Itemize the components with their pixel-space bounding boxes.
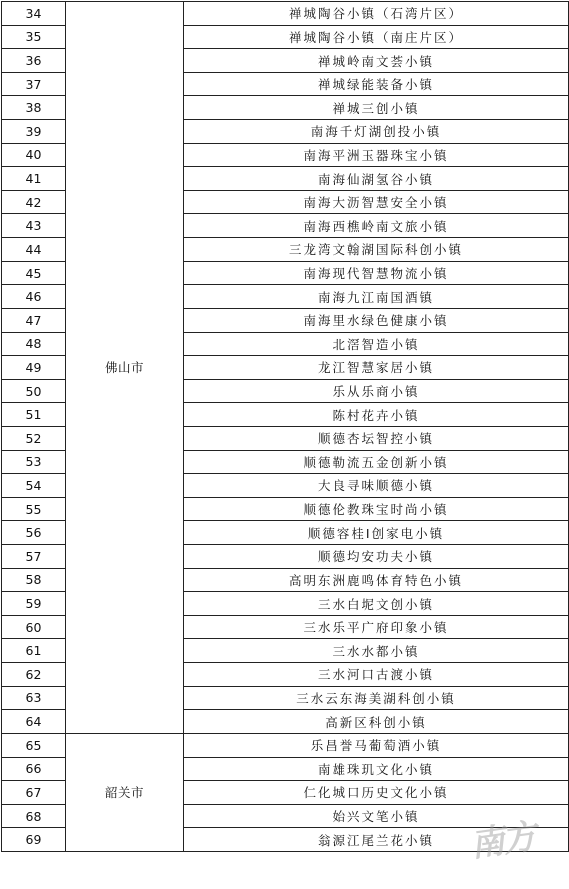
row-number: 58 bbox=[2, 568, 66, 592]
nanfang-watermark-logo: 南方 bbox=[468, 816, 537, 866]
row-number: 52 bbox=[2, 426, 66, 450]
row-number: 69 bbox=[2, 828, 66, 852]
town-name: 乐从乐商小镇 bbox=[184, 379, 569, 403]
town-name: 三龙湾文翰湖国际科创小镇 bbox=[184, 238, 569, 262]
row-number: 41 bbox=[2, 167, 66, 191]
row-number: 60 bbox=[2, 615, 66, 639]
town-name: 禅城陶谷小镇（石湾片区） bbox=[184, 2, 569, 26]
town-name: 顺德均安功夫小镇 bbox=[184, 545, 569, 569]
town-name: 南海大沥智慧安全小镇 bbox=[184, 190, 569, 214]
row-number: 68 bbox=[2, 804, 66, 828]
town-name: 南海里水绿色健康小镇 bbox=[184, 308, 569, 332]
row-number: 63 bbox=[2, 686, 66, 710]
row-number: 38 bbox=[2, 96, 66, 120]
row-number: 64 bbox=[2, 710, 66, 734]
town-name: 陈村花卉小镇 bbox=[184, 403, 569, 427]
row-number: 36 bbox=[2, 49, 66, 73]
town-name: 禅城三创小镇 bbox=[184, 96, 569, 120]
row-number: 50 bbox=[2, 379, 66, 403]
row-number: 42 bbox=[2, 190, 66, 214]
town-name: 翁源江尾兰花小镇 bbox=[184, 828, 569, 852]
row-number: 55 bbox=[2, 497, 66, 521]
town-name: 南海现代智慧物流小镇 bbox=[184, 261, 569, 285]
town-name: 南海仙湖氢谷小镇 bbox=[184, 167, 569, 191]
row-number: 51 bbox=[2, 403, 66, 427]
row-number: 39 bbox=[2, 120, 66, 144]
town-name: 三水水都小镇 bbox=[184, 639, 569, 663]
town-name: 三水乐平广府印象小镇 bbox=[184, 615, 569, 639]
row-number: 35 bbox=[2, 25, 66, 49]
row-number: 43 bbox=[2, 214, 66, 238]
towns-table bbox=[1, 1, 569, 852]
town-name: 南海千灯湖创投小镇 bbox=[184, 120, 569, 144]
row-number: 40 bbox=[2, 143, 66, 167]
row-number: 53 bbox=[2, 450, 66, 474]
town-name: 南海西樵岭南文旅小镇 bbox=[184, 214, 569, 238]
town-name: 三水云东海美湖科创小镇 bbox=[184, 686, 569, 710]
town-name: 南海平洲玉器珠宝小镇 bbox=[184, 143, 569, 167]
town-name: 顺德伦教珠宝时尚小镇 bbox=[184, 497, 569, 521]
town-name: 顺德勒流五金创新小镇 bbox=[184, 450, 569, 474]
table-row bbox=[2, 2, 569, 26]
row-number: 48 bbox=[2, 332, 66, 356]
town-name: 顺德杏坛智控小镇 bbox=[184, 426, 569, 450]
town-name: 禅城岭南文荟小镇 bbox=[184, 49, 569, 73]
town-name: 南海九江南国酒镇 bbox=[184, 285, 569, 309]
row-number: 57 bbox=[2, 545, 66, 569]
table-row bbox=[2, 733, 569, 757]
row-number: 46 bbox=[2, 285, 66, 309]
town-name: 乐昌誉马葡萄酒小镇 bbox=[184, 733, 569, 757]
row-number: 49 bbox=[2, 356, 66, 380]
town-name: 三水河口古渡小镇 bbox=[184, 663, 569, 687]
town-name: 顺德容桂I创家电小镇 bbox=[184, 521, 569, 545]
row-number: 66 bbox=[2, 757, 66, 781]
town-name: 高新区科创小镇 bbox=[184, 710, 569, 734]
town-name: 三水白坭文创小镇 bbox=[184, 592, 569, 616]
row-number: 59 bbox=[2, 592, 66, 616]
city-cell: 韶关市 bbox=[66, 733, 184, 851]
town-name: 禅城绿能装备小镇 bbox=[184, 72, 569, 96]
town-name: 仁化城口历史文化小镇 bbox=[184, 781, 569, 805]
town-name: 大良寻味顺德小镇 bbox=[184, 474, 569, 498]
city-cell: 佛山市 bbox=[66, 2, 184, 734]
row-number: 62 bbox=[2, 663, 66, 687]
town-name: 高明东洲鹿鸣体育特色小镇 bbox=[184, 568, 569, 592]
row-number: 45 bbox=[2, 261, 66, 285]
row-number: 44 bbox=[2, 238, 66, 262]
town-name: 始兴文笔小镇 bbox=[184, 804, 569, 828]
town-name: 禅城陶谷小镇（南庄片区） bbox=[184, 25, 569, 49]
row-number: 34 bbox=[2, 2, 66, 26]
row-number: 47 bbox=[2, 308, 66, 332]
row-number: 56 bbox=[2, 521, 66, 545]
town-name: 北滘智造小镇 bbox=[184, 332, 569, 356]
row-number: 37 bbox=[2, 72, 66, 96]
town-name: 龙江智慧家居小镇 bbox=[184, 356, 569, 380]
row-number: 67 bbox=[2, 781, 66, 805]
row-number: 54 bbox=[2, 474, 66, 498]
row-number: 61 bbox=[2, 639, 66, 663]
town-name: 南雄珠玑文化小镇 bbox=[184, 757, 569, 781]
row-number: 65 bbox=[2, 733, 66, 757]
